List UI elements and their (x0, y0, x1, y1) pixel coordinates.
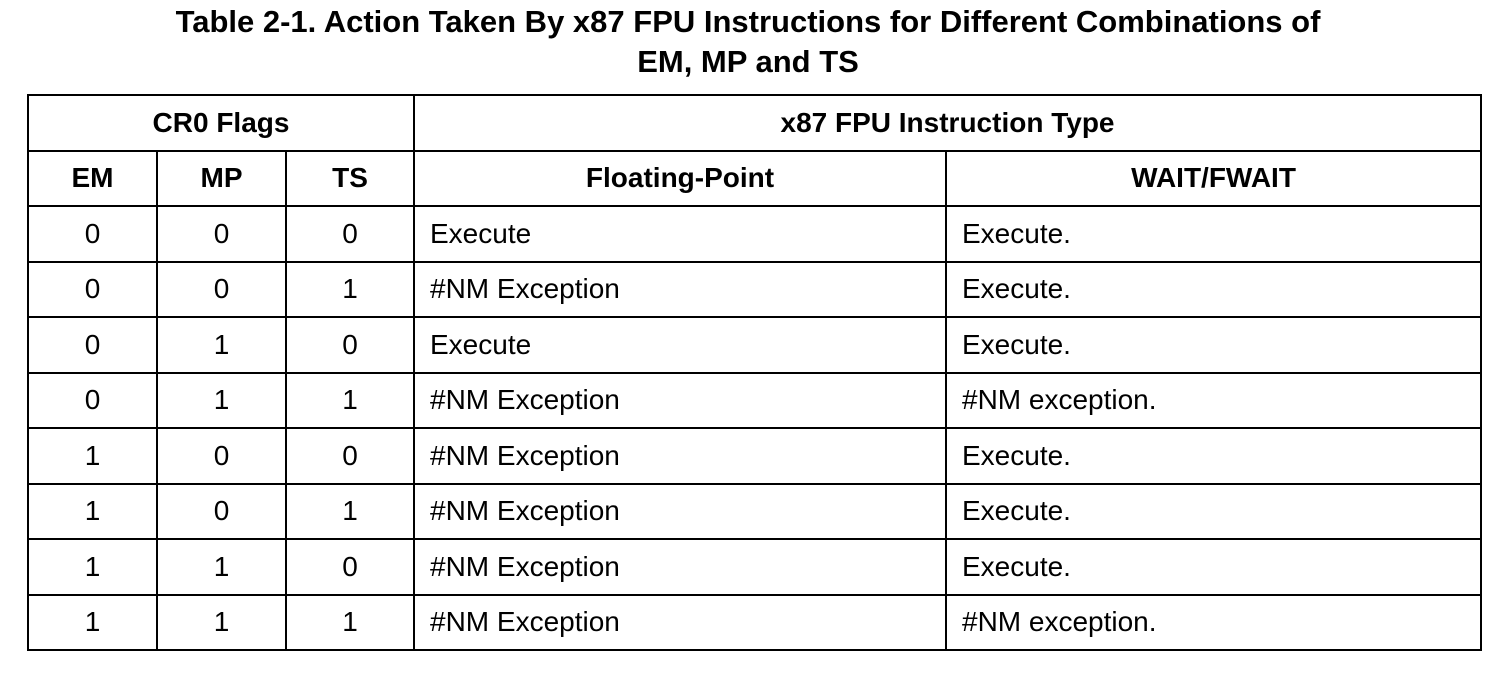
wait-fwait-cell: #NM exception. (946, 595, 1481, 651)
table-body (28, 206, 1481, 650)
mp-cell: 0 (157, 484, 286, 540)
wait-fwait-cell: #NM exception. (946, 373, 1481, 429)
ts-cell: 0 (286, 206, 414, 262)
instruction-type-header: x87 FPU Instruction Type (414, 95, 1481, 151)
floating-point-cell: #NM Exception (414, 428, 946, 484)
floating-point-cell: #NM Exception (414, 373, 946, 429)
table-row (28, 373, 1481, 429)
ts-cell: 1 (286, 595, 414, 651)
floating-point-cell: Execute (414, 317, 946, 373)
table-row (28, 317, 1481, 373)
table-row (28, 428, 1481, 484)
em-cell: 0 (28, 373, 157, 429)
ts-cell: 1 (286, 484, 414, 540)
cr0-flags-header: CR0 Flags (28, 95, 414, 151)
mp-cell: 0 (157, 206, 286, 262)
em-column-header: EM (28, 151, 157, 207)
floating-point-cell: #NM Exception (414, 539, 946, 595)
column-header-row (28, 151, 1481, 207)
ts-column-header: TS (286, 151, 414, 207)
fpu-action-table (27, 94, 1482, 651)
wait-fwait-cell: Execute. (946, 539, 1481, 595)
mp-column-header: MP (157, 151, 286, 207)
caption-line-2: EM, MP and TS (637, 44, 859, 79)
ts-cell: 0 (286, 317, 414, 373)
wait-fwait-cell: Execute. (946, 262, 1481, 318)
table-row (28, 484, 1481, 540)
wait-fwait-cell: Execute. (946, 484, 1481, 540)
em-cell: 1 (28, 595, 157, 651)
wait-fwait-column-header: WAIT/FWAIT (946, 151, 1481, 207)
floating-point-cell: Execute (414, 206, 946, 262)
em-cell: 0 (28, 262, 157, 318)
ts-cell: 0 (286, 428, 414, 484)
mp-cell: 1 (157, 595, 286, 651)
mp-cell: 1 (157, 317, 286, 373)
table-row (28, 206, 1481, 262)
table-row (28, 595, 1481, 651)
em-cell: 0 (28, 206, 157, 262)
mp-cell: 1 (157, 373, 286, 429)
floating-point-cell: #NM Exception (414, 484, 946, 540)
table-row (28, 262, 1481, 318)
wait-fwait-cell: Execute. (946, 428, 1481, 484)
wait-fwait-cell: Execute. (946, 317, 1481, 373)
mp-cell: 0 (157, 428, 286, 484)
table-row (28, 539, 1481, 595)
em-cell: 1 (28, 484, 157, 540)
wait-fwait-cell: Execute. (946, 206, 1481, 262)
floating-point-column-header: Floating-Point (414, 151, 946, 207)
ts-cell: 1 (286, 262, 414, 318)
mp-cell: 0 (157, 262, 286, 318)
ts-cell: 1 (286, 373, 414, 429)
em-cell: 0 (28, 317, 157, 373)
em-cell: 1 (28, 539, 157, 595)
floating-point-cell: #NM Exception (414, 262, 946, 318)
floating-point-cell: #NM Exception (414, 595, 946, 651)
ts-cell: 0 (286, 539, 414, 595)
table-caption (0, 2, 1496, 82)
mp-cell: 1 (157, 539, 286, 595)
caption-line-1: Table 2-1. Action Taken By x87 FPU Instructions for Different Combinations of (175, 4, 1321, 39)
group-header-row (28, 95, 1481, 151)
em-cell: 1 (28, 428, 157, 484)
